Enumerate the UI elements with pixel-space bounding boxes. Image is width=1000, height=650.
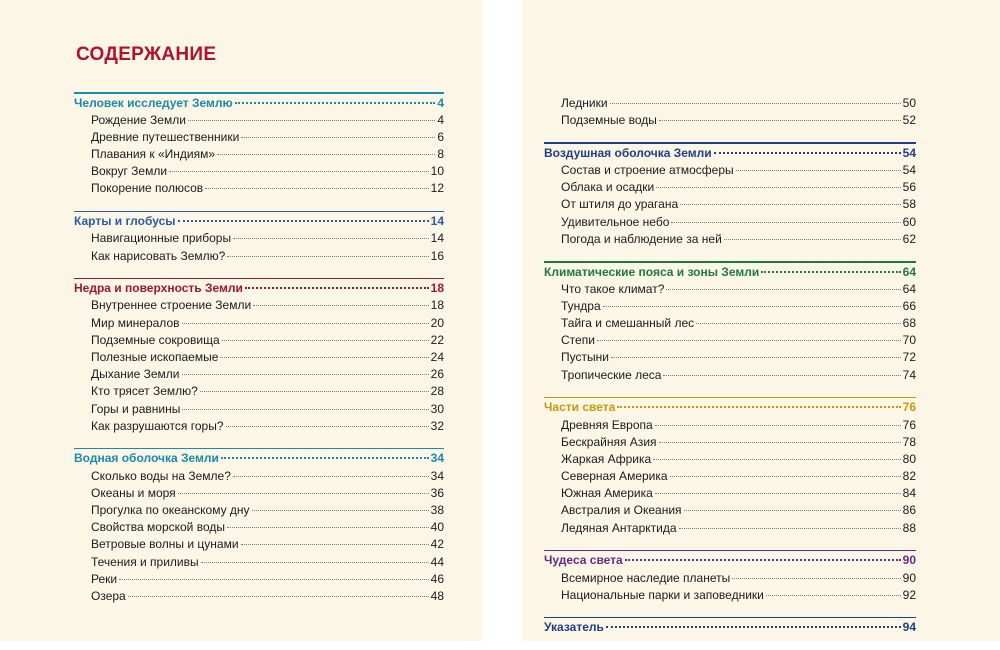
- toc-section-heading[interactable]: [544, 552, 916, 569]
- toc-section: [544, 397, 916, 537]
- toc-entry-title: Сколько воды на Земле?: [91, 468, 231, 483]
- toc-entry[interactable]: [74, 230, 444, 247]
- toc-entry[interactable]: [544, 298, 916, 315]
- toc-entry-page-number: 80: [902, 451, 916, 466]
- toc-entry-leader-dots: [670, 476, 901, 477]
- toc-entry-page-number: 30: [430, 401, 444, 416]
- toc-section-heading-title: Указатель: [544, 620, 604, 635]
- toc-section-heading-leader-dots: [606, 626, 901, 628]
- toc-entry-page-number: 6: [437, 129, 444, 144]
- toc-entry-title: Австралия и Океания: [561, 503, 682, 518]
- toc-section-heading-title: Части света: [544, 400, 616, 415]
- toc-entry-leader-dots: [188, 120, 435, 121]
- toc-entry[interactable]: [544, 434, 916, 451]
- toc-entry-title: Тропические леса: [561, 367, 662, 382]
- toc-entry[interactable]: [544, 502, 916, 519]
- toc-entry-title: Что такое климат?: [561, 281, 665, 296]
- toc-entry-title: Северная Америка: [561, 469, 668, 484]
- toc-entry[interactable]: [74, 383, 444, 400]
- toc-entry-leader-dots: [671, 222, 900, 223]
- toc-entry[interactable]: [74, 180, 444, 197]
- section-rule: [544, 550, 916, 552]
- toc-entry[interactable]: [544, 214, 916, 231]
- toc-section: [544, 142, 916, 248]
- section-rule: [544, 261, 916, 263]
- toc-entry[interactable]: [74, 332, 444, 349]
- toc-entry-page-number: 16: [430, 248, 444, 263]
- toc-entry-title: Ветровые волны и цунами: [91, 537, 239, 552]
- toc-entry-page-number: 14: [430, 231, 444, 246]
- toc-section-heading-page-number: 54: [902, 145, 916, 160]
- toc-entry-page-number: 36: [430, 485, 444, 500]
- toc-section-heading-leader-dots: [221, 457, 429, 459]
- toc-entry-title: Течения и приливы: [91, 554, 199, 569]
- toc-entry[interactable]: [544, 417, 916, 434]
- toc-entry-title: Тайга и смешанный лес: [561, 316, 695, 331]
- toc-entry-page-number: 40: [430, 520, 444, 535]
- toc-entry-title: Как разрушаются горы?: [91, 418, 224, 433]
- toc-right-column: [544, 95, 916, 650]
- toc-entry-page-number: 72: [902, 350, 916, 365]
- toc-entry[interactable]: [74, 112, 444, 129]
- toc-entry-page-number: 54: [902, 163, 916, 178]
- toc-entry-leader-dots: [182, 374, 429, 375]
- toc-section-heading[interactable]: [544, 145, 916, 162]
- toc-entry[interactable]: [74, 485, 444, 502]
- toc-entry[interactable]: [544, 468, 916, 485]
- toc-entry[interactable]: [74, 163, 444, 180]
- toc-entry-title: Жаркая Африка: [561, 451, 652, 466]
- toc-entry-title: Вокруг Земли: [91, 164, 168, 179]
- toc-entry-title: Внутреннее строение Земли: [91, 298, 252, 313]
- toc-section-heading-leader-dots: [617, 406, 900, 408]
- toc-section-heading-page-number: 18: [430, 281, 444, 296]
- toc-entry[interactable]: [74, 366, 444, 383]
- toc-entry-title: Ледники: [561, 96, 608, 110]
- toc-entry-page-number: 12: [430, 181, 444, 196]
- toc-entry-leader-dots: [252, 510, 429, 511]
- toc-entry-leader-dots: [656, 187, 900, 188]
- toc-entry-page-number: 90: [902, 570, 916, 585]
- toc-section: [544, 261, 916, 384]
- toc-entry[interactable]: [544, 231, 916, 248]
- toc-entry-leader-dots: [732, 578, 900, 579]
- toc-entry[interactable]: [74, 401, 444, 418]
- toc-section-heading-leader-dots: [178, 220, 429, 222]
- toc-entry-page-number: 4: [437, 112, 444, 127]
- toc-entry-leader-dots: [226, 426, 429, 427]
- toc-entry-title: Пустыни: [561, 350, 609, 365]
- toc-entry-leader-dots: [766, 595, 901, 596]
- toc-entry-leader-dots: [610, 103, 901, 104]
- toc-section-heading-title: Чудеса света: [544, 553, 623, 568]
- toc-section-heading-leader-dots: [761, 271, 900, 273]
- toc-entry-page-number: 28: [430, 384, 444, 399]
- toc-entry-page-number: 92: [902, 587, 916, 602]
- toc-entry-title: Состав и строение атмосферы: [561, 163, 734, 178]
- toc-entry-leader-dots: [222, 340, 429, 341]
- toc-entry-title: Мир минералов: [91, 315, 180, 330]
- toc-entry-leader-dots: [653, 459, 900, 460]
- toc-entry-leader-dots: [201, 562, 429, 563]
- toc-entry-leader-dots: [659, 120, 901, 121]
- toc-entry[interactable]: [74, 418, 444, 435]
- toc-entry-leader-dots: [169, 171, 429, 172]
- toc-section-heading-leader-dots: [625, 559, 901, 561]
- toc-entry-title: Полезные ископаемые: [91, 349, 219, 364]
- toc-entry[interactable]: [74, 248, 444, 265]
- toc-entry[interactable]: [74, 146, 444, 163]
- toc-entry-leader-dots: [655, 493, 901, 494]
- toc-entry[interactable]: [74, 315, 444, 332]
- toc-entry-page-number: 56: [902, 180, 916, 195]
- toc-entry-leader-dots: [684, 510, 901, 511]
- toc-entry[interactable]: [74, 297, 444, 314]
- toc-entry-page-number: 22: [430, 332, 444, 347]
- toc-entry[interactable]: [74, 554, 444, 571]
- toc-entry-page-number: 18: [430, 298, 444, 313]
- toc-entry-page-number: 44: [430, 554, 444, 569]
- toc-entry-page-number: 76: [902, 417, 916, 432]
- toc-entry-leader-dots: [603, 306, 901, 307]
- toc-entry-page-number: 86: [902, 503, 916, 518]
- toc-entry-page-number: 66: [902, 298, 916, 313]
- toc-entry-page-number: 82: [902, 469, 916, 484]
- toc-entry-leader-dots: [736, 170, 901, 171]
- toc-entry-leader-dots: [220, 357, 428, 358]
- toc-section: [74, 92, 444, 198]
- toc-entry-title: Кто трясет Землю?: [91, 384, 198, 399]
- toc-entry-page-number: 62: [902, 231, 916, 246]
- toc-entry-title: Всемирное наследие планеты: [561, 570, 731, 585]
- toc-entry-title: Национальные парки и заповедники: [561, 587, 764, 602]
- toc-entry-page-number: 74: [902, 367, 916, 382]
- toc-entry[interactable]: [544, 162, 916, 179]
- toc-entry[interactable]: [544, 112, 916, 129]
- toc-entry[interactable]: [544, 95, 916, 112]
- toc-entry-leader-dots: [178, 493, 429, 494]
- toc-section: [544, 617, 916, 637]
- toc-entry-page-number: 78: [902, 434, 916, 449]
- toc-entry-page-number: 68: [902, 316, 916, 331]
- toc-entry[interactable]: [544, 349, 916, 366]
- toc-section-heading-page-number: 14: [430, 214, 444, 229]
- toc-entry-page-number: 20: [430, 315, 444, 330]
- toc-entry-leader-dots: [233, 238, 429, 239]
- toc-section: [74, 211, 444, 265]
- toc-section-heading-leader-dots: [714, 152, 901, 154]
- toc-entry[interactable]: [544, 485, 916, 502]
- toc-entry-title: Древние путешественники: [91, 129, 240, 144]
- toc-entry[interactable]: [74, 536, 444, 553]
- toc-entry-page-number: 88: [902, 520, 916, 535]
- toc-entry-title: Как нарисовать Землю?: [91, 248, 226, 263]
- toc-entry-page-number: 58: [902, 197, 916, 212]
- section-rule: [74, 448, 444, 450]
- section-rule: [74, 211, 444, 213]
- toc-entry-page-number: 48: [430, 588, 444, 603]
- toc-entry-title: Горы и равнины: [91, 401, 181, 416]
- toc-entry-leader-dots: [227, 527, 429, 528]
- toc-section-heading-page-number: 94: [902, 620, 916, 635]
- toc-section-heading[interactable]: [74, 280, 444, 297]
- toc-entry-title: Тундра: [561, 298, 601, 313]
- toc-entry-leader-dots: [233, 476, 429, 477]
- toc-entry-page-number: 10: [430, 164, 444, 179]
- toc-entry-title: Плавания к «Индиям»: [91, 147, 216, 162]
- toc-entry-title: Степи: [561, 333, 595, 348]
- toc-entry-leader-dots: [205, 188, 429, 189]
- toc-entry[interactable]: [544, 179, 916, 196]
- toc-entry-leader-dots: [666, 289, 900, 290]
- toc-entry-title: Дыхание Земли: [91, 367, 180, 382]
- section-rule: [544, 617, 916, 619]
- toc-entry-title: Облака и осадки: [561, 180, 655, 195]
- toc-entry-leader-dots: [253, 305, 428, 306]
- page-title: СОДЕРЖАНИЕ: [76, 44, 217, 65]
- toc-section-heading[interactable]: [74, 95, 444, 112]
- toc-entry-title: Реки: [91, 571, 118, 586]
- toc-entry-title: Свойства морской воды: [91, 520, 225, 535]
- toc-entry-title: Навигационные приборы: [91, 231, 232, 246]
- left-page: [0, 0, 482, 641]
- toc-entry[interactable]: [544, 315, 916, 332]
- toc-section-heading[interactable]: [544, 619, 916, 636]
- toc-entry-leader-dots: [663, 375, 900, 376]
- toc-entry[interactable]: [544, 367, 916, 384]
- toc-section-heading[interactable]: [74, 213, 444, 230]
- toc-entry[interactable]: [544, 451, 916, 468]
- toc-entry-page-number: 38: [430, 502, 444, 517]
- toc-entry-title: Древняя Европа: [561, 417, 653, 432]
- toc-entry-title: Океаны и моря: [91, 485, 176, 500]
- toc-entry-leader-dots: [241, 137, 435, 138]
- toc-entry[interactable]: [544, 587, 916, 604]
- toc-entry-leader-dots: [680, 204, 901, 205]
- toc-entry-leader-dots: [655, 425, 901, 426]
- toc-entry-leader-dots: [182, 323, 429, 324]
- toc-entry-title: Покорение полюсов: [91, 181, 204, 196]
- toc-entry-leader-dots: [724, 239, 901, 240]
- toc-entry-title: Южная Америка: [561, 486, 653, 501]
- toc-entry-leader-dots: [597, 340, 901, 341]
- toc-entry-title: Бескрайняя Азия: [561, 434, 657, 449]
- toc-entry[interactable]: [544, 332, 916, 349]
- toc-section-heading-title: Человек исследует Землю: [74, 95, 233, 110]
- section-rule: [74, 92, 444, 94]
- toc-entry-title: Удивительное небо: [561, 214, 670, 229]
- toc-section-heading-title: Воздушная оболочка Земли: [544, 145, 712, 160]
- toc-entry-page-number: 26: [430, 367, 444, 382]
- right-page: [522, 0, 1000, 641]
- toc-entry-leader-dots: [679, 528, 901, 529]
- toc-section-heading-title: Климатические пояса и зоны Земли: [544, 264, 760, 279]
- toc-entry-title: Озера: [91, 588, 126, 603]
- toc-entry-title: Рождение Земли: [91, 112, 186, 127]
- toc-section: [544, 550, 916, 604]
- toc-entry-title: От штиля до урагана: [561, 197, 679, 212]
- toc-entry-leader-dots: [659, 442, 901, 443]
- toc-entry-leader-dots: [119, 579, 429, 580]
- toc-entry[interactable]: [544, 520, 916, 537]
- toc-entry-page-number: 84: [902, 486, 916, 501]
- toc-entry[interactable]: [74, 349, 444, 366]
- toc-entry-page-number: 50: [902, 96, 916, 110]
- toc-entry-page-number: 24: [430, 349, 444, 364]
- toc-section-heading[interactable]: [544, 399, 916, 416]
- toc-entry-title: Ледяная Антарктида: [561, 520, 677, 535]
- toc-section-heading-page-number: 4: [437, 95, 444, 110]
- toc-entry[interactable]: [74, 468, 444, 485]
- section-rule: [74, 278, 444, 280]
- toc-entry-title: Погода и наблюдение за ней: [561, 231, 722, 246]
- toc-entry[interactable]: [74, 502, 444, 519]
- toc-section-heading-leader-dots: [235, 102, 436, 104]
- toc-entry[interactable]: [544, 281, 916, 298]
- toc-entry-leader-dots: [241, 544, 429, 545]
- toc-entry-leader-dots: [217, 154, 435, 155]
- toc-entry-leader-dots: [696, 323, 900, 324]
- toc-entry-page-number: 34: [430, 468, 444, 483]
- toc-entry[interactable]: [74, 129, 444, 146]
- toc-section-heading-leader-dots: [245, 287, 429, 289]
- toc-entry-page-number: 60: [902, 214, 916, 229]
- toc-entry-leader-dots: [128, 596, 429, 597]
- toc-entry-page-number: 8: [437, 147, 444, 162]
- toc-section-heading-page-number: 64: [902, 264, 916, 279]
- toc-entry[interactable]: [74, 571, 444, 588]
- toc-left-column: [74, 92, 444, 618]
- toc-entry-leader-dots: [200, 391, 429, 392]
- toc-entry-leader-dots: [611, 357, 901, 358]
- toc-entry[interactable]: [544, 196, 916, 213]
- toc-entry-page-number: 42: [430, 537, 444, 552]
- toc-entry-title: Подземные воды: [561, 113, 657, 128]
- section-rule: [544, 142, 916, 144]
- toc-section-heading-page-number: 90: [902, 553, 916, 568]
- toc-entry-page-number: 32: [430, 418, 444, 433]
- toc-section-heading-title: Недра и поверхность Земли: [74, 281, 243, 296]
- toc-entry[interactable]: [544, 570, 916, 587]
- toc-entry-page-number: 52: [902, 113, 916, 128]
- toc-entry-page-number: 64: [902, 281, 916, 296]
- toc-entry-title: Подземные сокровища: [91, 332, 220, 347]
- toc-entry-title: Прогулка по океанскому дну: [91, 502, 250, 517]
- toc-section-heading-title: Водная оболочка Земли: [74, 451, 219, 466]
- toc-section-heading-page-number: 34: [430, 451, 444, 466]
- toc-entry[interactable]: [74, 588, 444, 605]
- toc-entry-page-number: 70: [902, 333, 916, 348]
- toc-entry-page-number: 46: [430, 571, 444, 586]
- toc-section-heading-page-number: 76: [902, 400, 916, 415]
- toc-section: [544, 95, 916, 129]
- toc-section: [74, 278, 444, 435]
- toc-section-heading[interactable]: [74, 450, 444, 467]
- section-rule: [544, 397, 916, 399]
- toc-section-heading-title: Карты и глобусы: [74, 214, 176, 229]
- toc-entry[interactable]: [74, 519, 444, 536]
- toc-entry-leader-dots: [182, 409, 428, 410]
- toc-entry-leader-dots: [227, 256, 428, 257]
- toc-section: [74, 448, 444, 605]
- book-gutter: [482, 0, 522, 641]
- toc-section-heading[interactable]: [544, 264, 916, 281]
